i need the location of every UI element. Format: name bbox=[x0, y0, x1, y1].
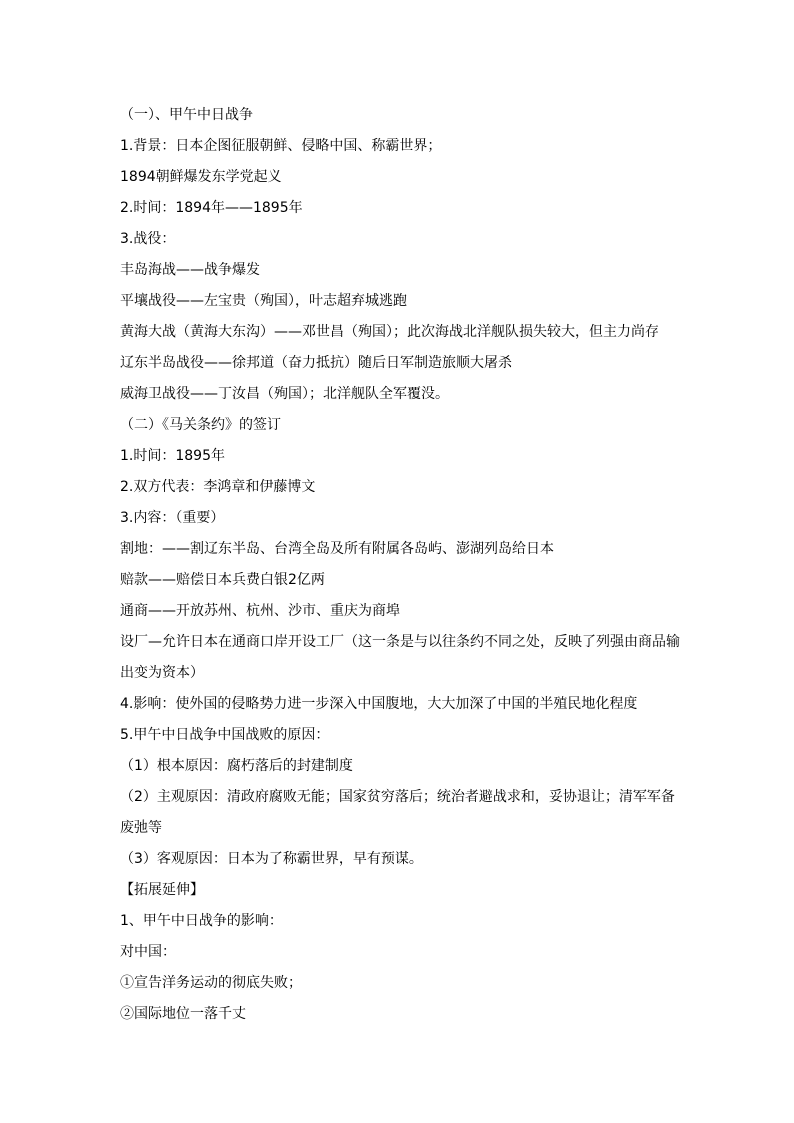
defeat-cause-fundamental: （1）根本原因：腐朽落后的封建制度 bbox=[120, 758, 353, 774]
battle-yellow-sea: 黄海大战（黄海大东沟）——邓世昌（殉国）；此次海战北洋舰队损失较大，但主力尚存 bbox=[120, 324, 659, 340]
treaty-representatives-text: 2.双方代表：李鸿章和伊藤博文 bbox=[120, 479, 316, 495]
impact-on-china-heading: 对中国： bbox=[120, 944, 176, 960]
section-heading-sino-japanese-war: （一）、甲午中日战争 bbox=[120, 107, 253, 123]
document-body bbox=[120, 100, 680, 1030]
impact-item-2: ②国际地位一落千丈 bbox=[120, 1006, 246, 1022]
treaty-land-cession: 割地：——割辽东半岛、台湾全岛及所有附属各岛屿、澎湖列岛给日本 bbox=[120, 541, 554, 557]
war-impact-heading: 1、甲午中日战争的影响： bbox=[120, 913, 283, 929]
defeat-causes-heading: 5.甲午中日战争中国战败的原因： bbox=[120, 727, 330, 743]
defeat-cause-subjective: （2）主观原因：清政府腐败无能；国家贫穷落后；统治者避战求和，妥协退让；清军军备废弛等 bbox=[120, 789, 675, 836]
defeat-cause-objective: （3）客观原因：日本为了称霸世界，早有预谋。 bbox=[120, 851, 423, 867]
battle-fengdao: 丰岛海战——战争爆发 bbox=[120, 262, 260, 278]
battles-heading: 3.战役： bbox=[120, 231, 176, 247]
battle-pyongyang: 平壤战役——左宝贵（殉国），叶志超弃城逃跑 bbox=[120, 293, 407, 309]
extension-heading: 【拓展延伸】 bbox=[120, 882, 204, 898]
background-text: 1.背景：日本企图征服朝鲜、侵略中国、称霸世界； bbox=[120, 138, 442, 154]
battle-weihaiwei: 威海卫战役——丁汝昌（殉国）；北洋舰队全军覆没。 bbox=[120, 386, 449, 402]
treaty-time-text: 1.时间：1895年 bbox=[120, 448, 225, 464]
treaty-impact-text: 4.影响：使外国的侵略势力进一步深入中国腹地，大大加深了中国的半殖民地化程度 bbox=[120, 696, 638, 712]
treaty-content-heading: 3.内容：（重要） bbox=[120, 510, 225, 526]
treaty-factories: 设厂—允许日本在通商口岸开设工厂（这一条是与以往条约不同之处，反映了列强由商品输出变为资本） bbox=[120, 634, 680, 681]
treaty-trade-ports: 通商——开放苏州、杭州、沙市、重庆为商埠 bbox=[120, 603, 400, 619]
donghak-uprising-text: 1894朝鲜爆发东学党起义 bbox=[120, 169, 282, 185]
treaty-indemnity: 赔款——赔偿日本兵费白银2亿两 bbox=[120, 572, 325, 588]
impact-item-1: ①宣告洋务运动的彻底失败； bbox=[120, 975, 302, 991]
section-heading-treaty: （二）《马关条约》的签订 bbox=[120, 417, 281, 433]
time-text: 2.时间：1894年——1895年 bbox=[120, 200, 303, 216]
battle-liaodong: 辽东半岛战役——徐邦道（奋力抵抗）随后日军制造旅顺大屠杀 bbox=[120, 355, 512, 371]
